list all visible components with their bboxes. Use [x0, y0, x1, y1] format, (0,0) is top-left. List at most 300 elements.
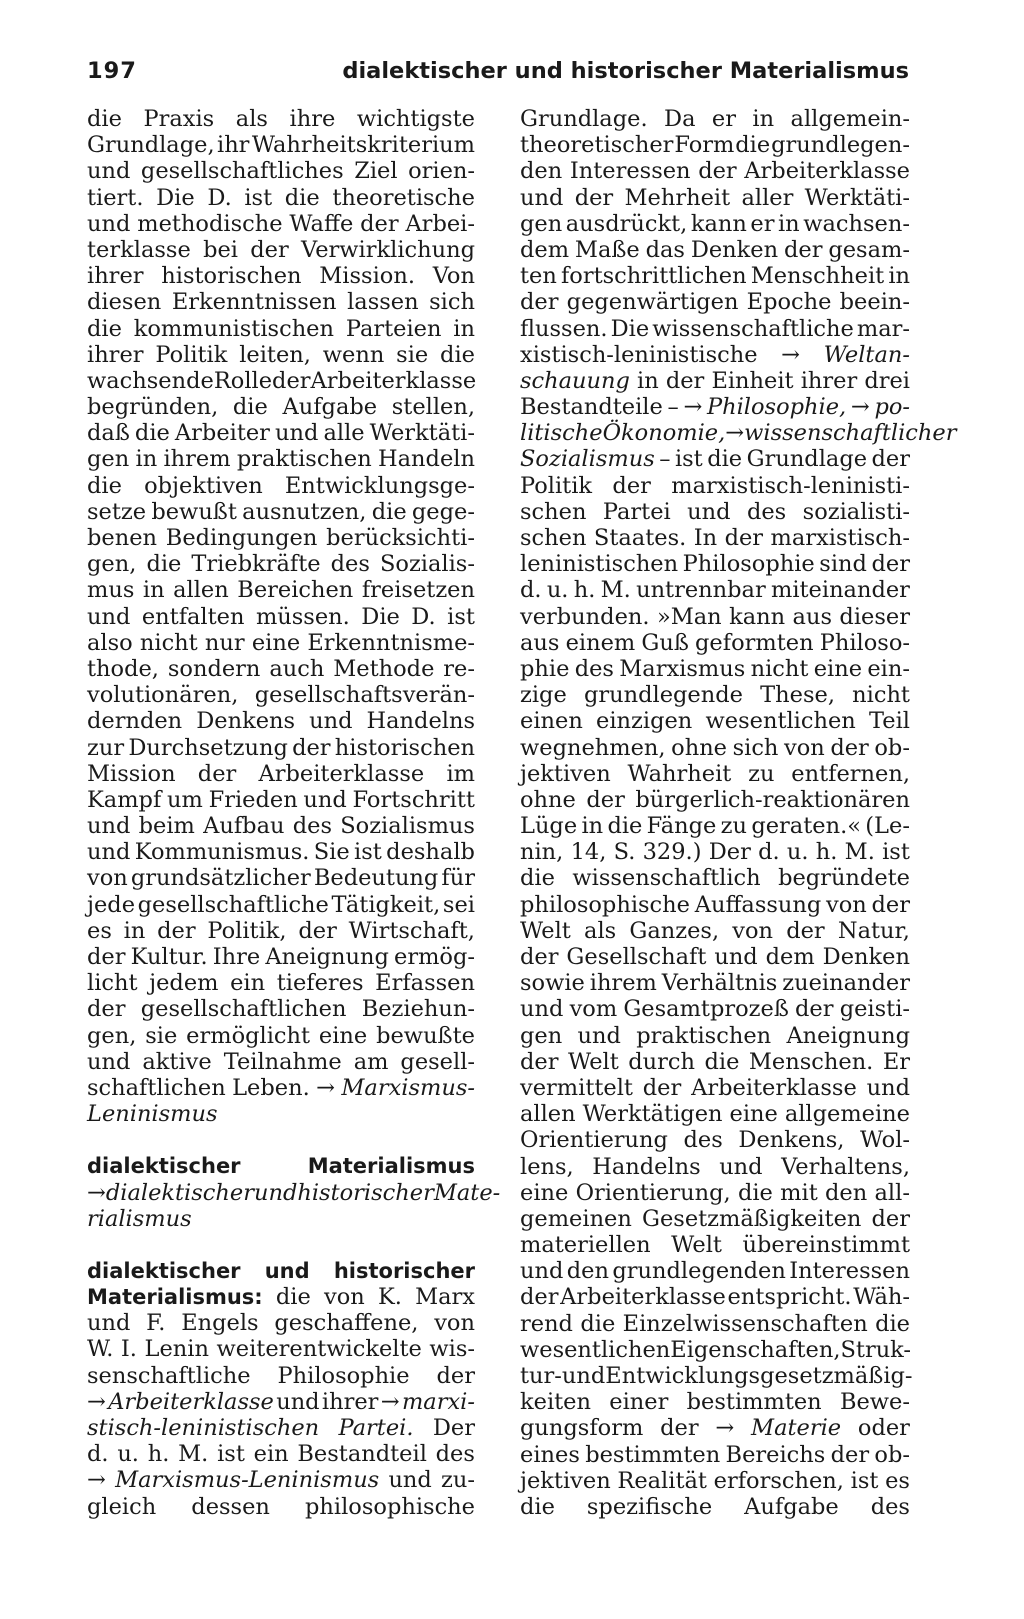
word: die	[232, 394, 268, 421]
text-line	[520, 1206, 910, 1232]
word: Teil	[869, 708, 910, 735]
word: historischen	[161, 263, 302, 290]
text-line	[87, 106, 475, 132]
word: sich	[732, 734, 779, 761]
word: entfernen,	[791, 760, 910, 787]
text-line	[87, 892, 475, 918]
word: Engels	[181, 1310, 259, 1337]
word: ein	[253, 1441, 289, 1468]
text-line	[87, 1363, 475, 1389]
word: Von	[432, 263, 475, 290]
word: po-	[874, 394, 910, 421]
word: (Le-	[865, 813, 910, 840]
word: ten	[520, 263, 557, 290]
word: gungsform	[520, 1415, 644, 1442]
word: bewußt	[151, 498, 237, 525]
word: Marxismus	[619, 655, 746, 682]
word: Politik	[155, 341, 228, 368]
word: des	[870, 1493, 910, 1520]
word: Kultur.	[130, 944, 208, 970]
word: um	[167, 786, 203, 813]
word: Aneignung	[265, 944, 389, 970]
word: ihrer	[87, 341, 144, 368]
word: Denkens,	[738, 1127, 845, 1154]
word: der	[250, 236, 289, 263]
text-line	[520, 499, 910, 525]
text-line	[87, 1336, 475, 1362]
word: praktischen	[236, 446, 372, 473]
word: Arbeiterklasse	[744, 158, 910, 185]
word: Leben.	[232, 1074, 310, 1101]
word: und	[687, 498, 731, 525]
word: wachsen-	[803, 210, 910, 237]
word: Praxis	[143, 106, 215, 132]
word: sei	[442, 891, 475, 918]
word: der	[520, 944, 559, 970]
word: drei	[864, 367, 910, 394]
word: die	[87, 106, 122, 132]
word: bestimmten	[585, 1441, 721, 1468]
text-line	[87, 342, 475, 368]
word: zueinander	[782, 970, 910, 997]
word: nicht	[139, 629, 198, 656]
word: wissenschaftliche	[652, 315, 854, 342]
word: und	[253, 1179, 298, 1206]
word: gesell-	[400, 1048, 475, 1075]
text-line	[87, 1441, 475, 1467]
word: Menschen.	[748, 1048, 874, 1075]
word: eine	[318, 1022, 368, 1049]
text-line	[520, 944, 910, 970]
word: Handelns	[592, 1153, 701, 1180]
text-line	[520, 237, 910, 263]
word: Welt	[567, 1048, 619, 1075]
word: Weltan-	[823, 341, 910, 368]
page-header	[87, 54, 909, 88]
word: und	[264, 1258, 310, 1283]
text-line	[87, 1101, 475, 1127]
word: leninistischen	[520, 551, 679, 578]
word: Menschheit	[750, 263, 885, 290]
word: Die	[156, 184, 195, 211]
text-line	[520, 368, 910, 394]
text-line	[87, 263, 475, 289]
word: Philosophie	[277, 1362, 410, 1389]
word: geformten	[695, 629, 814, 656]
word: als	[584, 917, 617, 944]
word: die	[371, 498, 407, 525]
word: nin,	[520, 839, 564, 866]
word: Wahrheitskriterium	[251, 132, 475, 159]
text-line	[87, 1467, 475, 1493]
word: alle	[323, 420, 365, 447]
word: Eigenschaften,	[670, 1336, 841, 1363]
word: gen	[520, 210, 563, 237]
word: Politik	[520, 472, 593, 499]
cross-reference-arrow-icon: →	[715, 1415, 735, 1442]
word: in	[123, 917, 146, 944]
word: Bestandteil	[297, 1441, 427, 1468]
word: Einheit	[711, 367, 794, 394]
word: wis-	[429, 1336, 475, 1363]
text-line	[87, 473, 475, 499]
word: und	[520, 1258, 564, 1285]
text-line	[87, 1494, 475, 1520]
word: Bereichs	[725, 1441, 826, 1468]
text-line	[520, 1232, 910, 1258]
word: die	[134, 420, 170, 447]
word: der	[783, 236, 823, 263]
word: M.	[600, 577, 631, 604]
word: gen,	[87, 1022, 137, 1049]
word: allgemein-	[790, 106, 910, 132]
word: ermöglicht	[186, 1022, 311, 1049]
word: der	[197, 760, 237, 787]
word: freisetzen	[361, 577, 475, 604]
word: objektiven	[144, 472, 263, 499]
word: Lüge	[520, 813, 578, 840]
word: zige	[520, 682, 567, 709]
word: Auffassung	[694, 891, 822, 918]
text-line	[87, 1179, 501, 1206]
word: Wirtschaft,	[348, 917, 475, 944]
text-line	[87, 708, 475, 734]
word: Sozialismus	[340, 813, 475, 840]
word: deshalb	[386, 839, 475, 866]
word: diesen	[87, 289, 162, 316]
text-line	[520, 211, 910, 237]
word: der	[298, 917, 337, 944]
word: und	[309, 708, 353, 735]
word: In	[693, 525, 718, 551]
text-line	[87, 211, 475, 237]
text-line	[87, 525, 475, 551]
text-line	[520, 158, 910, 184]
word: Werktäti-	[369, 420, 475, 447]
word: die	[87, 315, 122, 342]
word: eine	[251, 629, 301, 656]
word: Arbeiterklasse	[560, 1284, 726, 1311]
word: W.	[87, 1336, 114, 1363]
word: bürgerlich-reaktionären	[635, 786, 910, 813]
text-line	[87, 368, 475, 394]
word: Die	[610, 315, 650, 342]
word: von	[434, 1310, 475, 1337]
word: zu	[720, 813, 748, 840]
word: der	[871, 446, 910, 473]
word: von	[324, 1284, 365, 1311]
word: begründen,	[87, 394, 219, 421]
word: Wahrheit	[627, 760, 732, 787]
text-line	[520, 1049, 910, 1075]
word: Aufgabe	[282, 394, 378, 421]
word: Erkenntnissen	[171, 289, 337, 316]
word: Bestandteile	[520, 394, 663, 421]
word: M.	[844, 839, 875, 866]
word: gleich	[87, 1493, 157, 1520]
word: der	[520, 289, 559, 316]
word: zur	[87, 734, 125, 761]
text-line	[87, 158, 475, 184]
word: Da	[664, 106, 696, 132]
word: einzigen	[596, 708, 693, 735]
text-line	[87, 813, 475, 839]
text-line	[87, 1258, 475, 1284]
word: und	[520, 184, 564, 211]
text-line	[520, 1075, 910, 1101]
word: Beziehun-	[361, 996, 475, 1023]
word: setze	[87, 498, 147, 525]
word: leiten,	[239, 341, 311, 368]
word: die	[735, 132, 771, 159]
word: ihrer	[800, 367, 858, 394]
word: dem	[520, 236, 570, 263]
word: den	[520, 158, 563, 185]
text-line	[87, 604, 475, 630]
word: Wäh-	[853, 1284, 910, 1311]
word: Philosophie,	[706, 394, 847, 421]
word: Mehrheit	[624, 184, 731, 211]
text-line	[87, 1310, 475, 1336]
word: d.	[520, 577, 542, 604]
word: Erfassen	[375, 970, 475, 997]
word: terklasse	[87, 236, 191, 263]
text-line	[87, 1284, 475, 1310]
word: der	[87, 944, 126, 970]
word: wissenschaftlicher	[744, 420, 957, 447]
word: praktischen	[636, 1022, 772, 1049]
word: Teilnahme	[223, 1048, 342, 1075]
word: Welt	[520, 917, 571, 944]
word: M.	[178, 1441, 209, 1468]
word: sich	[429, 289, 475, 316]
text-line	[87, 446, 475, 472]
word: Bewe-	[839, 1389, 910, 1416]
text-line	[520, 289, 910, 315]
word: flussen.	[520, 315, 608, 342]
word: einem	[565, 629, 636, 656]
word: der	[830, 734, 869, 761]
word: kann	[729, 603, 786, 630]
word: der	[665, 367, 705, 394]
word: übereinstimmt	[742, 1232, 910, 1259]
word: ein	[230, 970, 266, 997]
word: und	[520, 996, 564, 1023]
word: Verwirklichung	[301, 236, 475, 263]
text-line	[520, 1311, 910, 1337]
word: Bedeutung	[313, 865, 439, 892]
word: ihrer	[321, 1388, 379, 1415]
word: der	[87, 996, 126, 1023]
word: der	[520, 1284, 559, 1311]
word: Rolle	[213, 367, 273, 394]
word: entfalten	[141, 603, 245, 630]
word: vermittelt	[520, 1074, 633, 1101]
word: gemeinen	[520, 1205, 632, 1232]
word: ist	[674, 446, 703, 473]
word: gesellschaftsverän-	[254, 682, 475, 709]
word: Er	[882, 1048, 910, 1075]
text-line	[520, 473, 910, 499]
word: S.	[613, 839, 636, 866]
paragraph-gap	[87, 1127, 475, 1153]
word: Mission	[87, 760, 176, 787]
word: und	[87, 210, 131, 237]
word: einen	[520, 708, 583, 735]
word: Einzelwissenschaften	[622, 1310, 868, 1337]
word: in	[453, 315, 475, 342]
word: volutionären,	[87, 682, 239, 709]
text-line	[520, 577, 910, 603]
text-line	[87, 996, 475, 1022]
text-line	[520, 316, 910, 342]
word: den	[825, 1179, 868, 1206]
word: Orientierung,	[575, 1179, 731, 1206]
word: Interessen	[569, 158, 691, 185]
word: Arbeiterklasse	[310, 367, 477, 394]
word: des	[330, 551, 370, 578]
word: die	[87, 472, 122, 499]
word: dernden	[87, 708, 183, 735]
word: schen	[520, 525, 587, 551]
text-line	[87, 735, 475, 761]
word: berücksichti-	[326, 525, 475, 551]
text-line	[87, 944, 475, 970]
word: ob-	[874, 1441, 910, 1468]
word: orien-	[408, 158, 475, 185]
word: grundsätzlicher	[130, 865, 311, 892]
word: Gesamtprozeß	[623, 996, 789, 1023]
text-line	[520, 656, 910, 682]
word: einer	[609, 1389, 669, 1416]
word: Form	[674, 132, 735, 159]
word: ohne	[671, 734, 727, 761]
word: und	[866, 1074, 910, 1101]
text-line	[520, 787, 910, 813]
word: des	[574, 655, 614, 682]
text-line	[520, 865, 910, 891]
word: in	[135, 446, 158, 473]
word: Marxismus-	[341, 1074, 475, 1101]
word: sind	[819, 551, 867, 578]
text-line	[520, 1023, 910, 1049]
word: schauung	[520, 367, 630, 394]
word: es	[885, 1467, 910, 1494]
word: –	[667, 394, 679, 421]
word: Triebkräfte	[191, 551, 321, 578]
word: u.	[786, 839, 809, 866]
word: dialektischer	[87, 1258, 241, 1283]
word: Arbeiterklasse	[108, 1388, 274, 1415]
word: Aufbau	[203, 813, 285, 840]
word: philosophische	[305, 1493, 475, 1520]
word: schaftlichen	[87, 1074, 226, 1101]
word: methodische	[137, 210, 283, 237]
text-line	[520, 1337, 910, 1363]
running-title: dialektischer und historischer Materialismus	[342, 58, 909, 84]
word: und	[87, 158, 131, 185]
word: Grundlage	[746, 446, 868, 473]
word: 329.)	[642, 839, 702, 866]
text-line	[520, 892, 910, 918]
word: Ziel	[354, 158, 398, 185]
text-line	[520, 342, 910, 368]
text-line	[87, 839, 475, 865]
word: die	[580, 1310, 616, 1337]
word: litische	[520, 420, 603, 447]
word: in	[581, 813, 604, 840]
word: ihrem	[589, 970, 657, 997]
word: durch	[628, 1048, 696, 1075]
text-line	[520, 394, 910, 420]
text-line	[520, 263, 910, 289]
word: theoretischer	[520, 132, 674, 159]
cross-reference-arrow-icon: →	[781, 341, 801, 368]
word: Staates.	[593, 525, 687, 551]
word: und	[87, 1048, 131, 1075]
word: Epoche	[746, 289, 832, 316]
word: jektiven	[520, 760, 611, 787]
word: Denken	[690, 236, 779, 263]
text-line	[87, 761, 475, 787]
word: ausdrückt,	[565, 210, 688, 237]
word: I.	[120, 1336, 137, 1363]
word: schen	[520, 498, 587, 525]
word: geraten.«	[751, 813, 861, 840]
text-line	[520, 735, 910, 761]
word: von	[87, 865, 128, 892]
word: –	[659, 446, 671, 473]
word: Guß	[641, 629, 689, 656]
word: erforschen,	[713, 1467, 844, 1494]
cross-reference-arrow-icon: →	[850, 394, 870, 421]
text-line	[87, 551, 475, 577]
word: wichtigste	[356, 106, 475, 132]
word: lens,	[520, 1153, 574, 1180]
word: Arbei-	[405, 210, 475, 237]
word: bewußte	[376, 1022, 475, 1049]
word: jektiven	[520, 1467, 611, 1494]
word: Politik,	[207, 917, 287, 944]
word: in	[637, 367, 659, 394]
text-line	[520, 1442, 910, 1468]
cross-reference-arrow-icon: →	[316, 1074, 335, 1101]
word: im	[446, 760, 475, 787]
text-line	[87, 970, 475, 996]
word: Ganzes,	[629, 917, 720, 944]
word: Handelns	[366, 708, 475, 735]
word: eine	[813, 655, 863, 682]
word: gesellschaftliches	[140, 158, 344, 185]
word: für	[441, 865, 475, 892]
word: des	[435, 1441, 475, 1468]
word: daß	[87, 420, 130, 447]
word: ihre	[289, 106, 336, 132]
text-line	[87, 1206, 475, 1232]
word: geschaffene,	[274, 1310, 419, 1337]
word: Materialismus	[307, 1154, 475, 1179]
text-line	[520, 132, 910, 158]
word: ausnutzen,	[242, 498, 367, 525]
word: Bedingungen	[165, 525, 318, 551]
word: lassen	[347, 289, 419, 316]
text-line	[520, 446, 910, 472]
word: zu-	[441, 1467, 475, 1494]
word: ist	[217, 1441, 245, 1468]
word: die	[284, 184, 320, 211]
word: die	[607, 813, 643, 840]
word: h.	[573, 577, 596, 604]
